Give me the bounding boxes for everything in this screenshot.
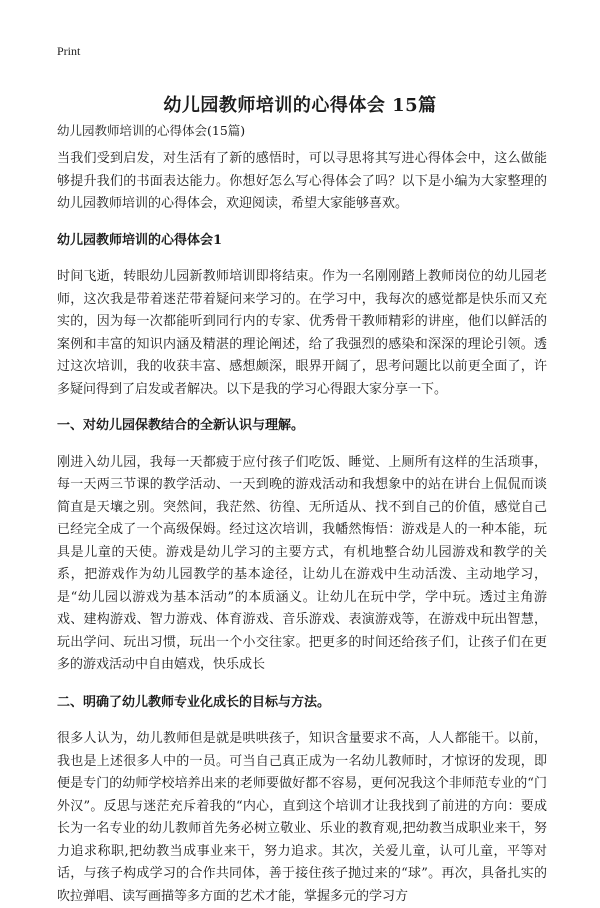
section-heading: 幼儿园教师培训的心得体会1 <box>57 232 223 248</box>
document-title: 幼儿园教师培训的心得体会 15篇 <box>163 95 437 117</box>
body-paragraph: 刚进入幼儿园，我每一天都疲于应付孩子们吃饭、睡觉、上厕所有这样的生活琐事，每一天两三节课的教学活动、一天到晚的游戏活动和我想象中的站在讲台上侃侃而谈简直是天壤之别。突然间，我茫然、彷徨、无所适从、找不到自己的价值，感觉自己已经完全成了一个高级保姆。经过这次培训，我幡然悔悟：游戏是人的一种本能，玩具是儿童的天使。游戏是幼儿学习的主要方式，有机地整合幼儿园游戏和教学的关系，把游戏作为幼儿园教学的基本途径，让幼儿在游戏中生动活泼、主动地学习，是“幼儿园以游戏为基本活动”的本质涵义。让幼儿在玩中学，学中玩。透过主角游戏、建构游戏、智力游戏、体育游戏、音乐游戏、表演游戏等，在游戏中玩出智慧，玩出学问、玩出习惯，玩出一个小交往家。把更多的时间还给孩子们，让孩子们在更多的游戏活动中自由嬉戏，快乐成长 <box>57 454 547 672</box>
document-subtitle: 幼儿园教师培训的心得体会(15篇) <box>57 123 246 138</box>
document-body <box>57 148 547 908</box>
body-paragraph: 时间飞逝，转眼幼儿园新教师培训即将结束。作为一名刚刚踏上教师岗位的幼儿园老师，这次我是带着迷茫带着疑问来学习的。在学习中，我每次的感觉都是快乐而又充实的，因为每一次都能听到同行内的专家、优秀骨干教师精彩的讲座，他们以鲜活的案例和丰富的知识内涵及精湛的理论阐述，给了我强烈的感染和深深的理论引领。透过这次培训，我的收获丰富、感想颇深，眼界开阔了，思考问题比以前更全面了，许多疑问得到了启发或者解决。以下是我的学习心得跟大家分享一下。 <box>57 269 547 397</box>
subsection-heading: 二、明确了幼儿教师专业化成长的目标与方法。 <box>57 694 331 710</box>
subsection-heading: 一、对幼儿园保教结合的全新认识与理解。 <box>57 418 305 433</box>
intro-paragraph: 当我们受到启发，对生活有了新的感悟时，可以寻思将其写进心得体会中，这么做能够提升我们的书面表达能力。你想好怎么写心得体会了吗？以下是小编为大家整理的幼儿园教师培训的心得体会，欢迎阅读，希望大家能够喜欢。 <box>57 151 547 211</box>
body-paragraph: 很多人认为，幼儿教师但是就是哄哄孩子，知识含量要求不高，人人都能干。以前，我也是上述很多人中的一员。可当自己真正成为一名幼儿教师时，才惊讶的发现，即便是专门的幼师学校培养出来的老师要做好都不容易，更何况我这个非师范专业的“门外汉”。反思与迷茫充斥着我的“内心，直到这个培训才让我找到了前进的方向：要成长为一名专业的幼儿教师首先务必树立敬业、乐业的教育观,把幼教当成职业来干，努力追求称职,把幼教当成事业来干，努力追求。其次，关爱儿童，认可儿童，平等对话，与孩子构成学习的合作共同体，善于接住孩子抛过来的“球”。再次，具备扎实的吹拉弹唱、读写画描等多方面的艺术才能，掌握多元的学习方 <box>57 731 547 904</box>
print-link[interactable]: Print <box>57 44 81 58</box>
